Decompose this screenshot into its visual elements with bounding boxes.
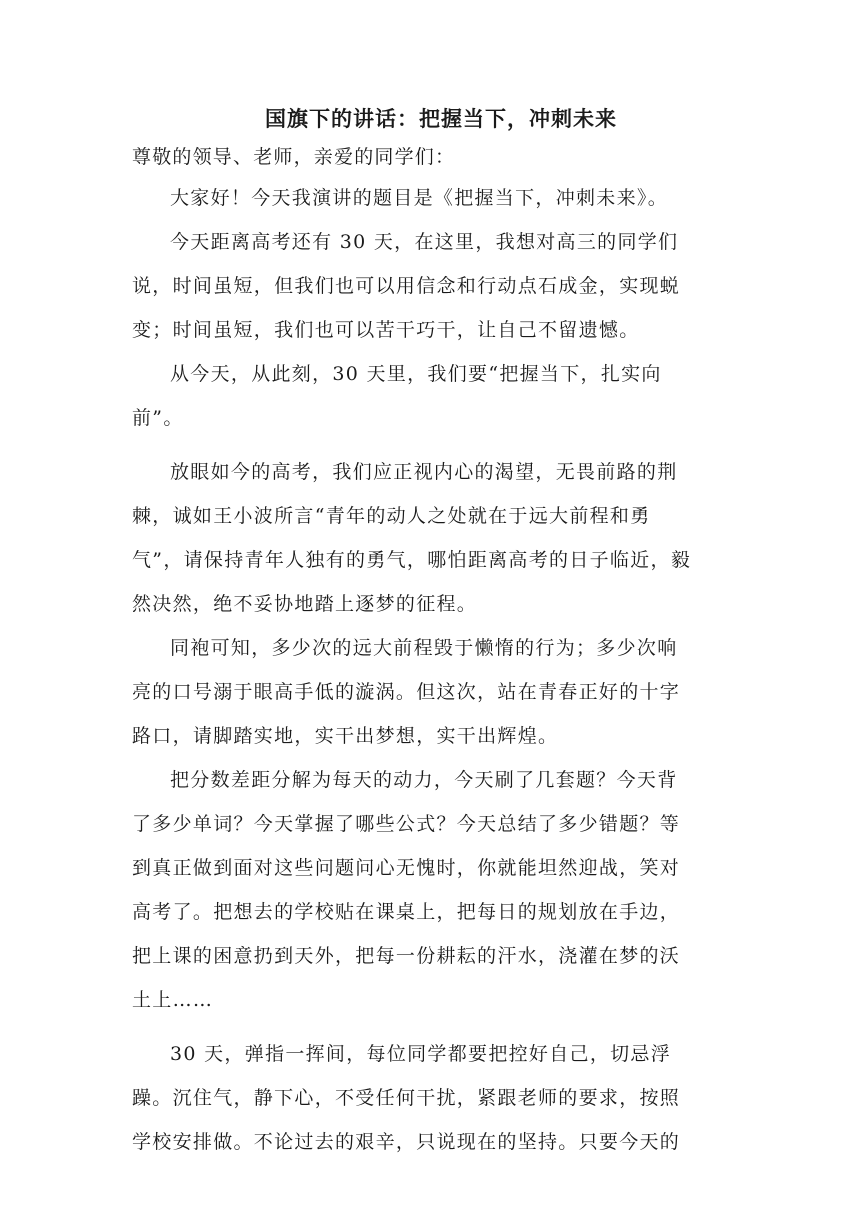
body-paragraph <box>132 220 732 352</box>
paragraph-line: 然决然，绝不妥协地踏上逐梦的征程。 <box>132 593 478 615</box>
salutation: 尊敬的领导、老师，亲爱的同学们： <box>132 146 456 168</box>
paragraph-line: 高考了。把想去的学校贴在课桌上，把每日的规划放在手边， <box>132 901 681 923</box>
paragraph-line: 从今天，从此刻，30 天里，我们要“把握当下，扎实向 <box>170 363 662 385</box>
paragraph-line: 今天距离高考还有 30 天，在这里，我想对高三的同学们 <box>170 231 679 253</box>
paragraph-line: 土上…… <box>132 989 214 1011</box>
paragraph-line: 30 天，弹指一挥间，每位同学都要把控好自己，切忌浮 <box>170 1043 672 1065</box>
paragraph-line: 到真正做到面对这些问题问心无愧时，你就能坦然迎战，笑对 <box>132 857 681 879</box>
paragraph-line: 前”。 <box>132 407 184 429</box>
paragraph-line: 大家好！今天我演讲的题目是《把握当下，冲刺未来》。 <box>170 187 669 209</box>
document-title: 国旗下的讲话：把握当下，冲刺未来 <box>265 106 617 131</box>
paragraph-line: 把上课的困意扔到天外，把每一份耕耘的汗水，浇灌在梦的沃 <box>132 945 681 967</box>
body-paragraph <box>132 1032 732 1164</box>
document-body <box>132 176 732 1164</box>
paragraph-line: 放眼如今的高考，我们应正视内心的渴望，无畏前路的荆 <box>170 461 678 483</box>
paragraph-line: 同袍可知，多少次的远大前程毁于懒惰的行为；多少次响 <box>170 637 678 659</box>
paragraph-line: 亮的口号溺于眼高手低的漩涡。但这次，站在青春正好的十字 <box>132 681 681 703</box>
paragraph-line: 气”，请保持青年人独有的勇气，哪怕距离高考的日子临近，毅 <box>132 549 692 571</box>
body-paragraph <box>132 758 732 1022</box>
paragraph-line: 了多少单词？今天掌握了哪些公式？今天总结了多少错题？等 <box>132 813 681 835</box>
body-paragraph <box>132 176 732 220</box>
body-paragraph <box>132 450 732 626</box>
paragraph-line: 路口，请脚踏实地，实干出梦想，实干出辉煌。 <box>132 725 559 747</box>
body-paragraph <box>132 626 732 758</box>
document-page <box>132 100 732 1164</box>
paragraph-line: 把分数差距分解为每天的动力，今天刷了几套题？今天背 <box>170 769 678 791</box>
body-paragraph <box>132 352 732 440</box>
paragraph-line: 变；时间虽短，我们也可以苦干巧干，让自己不留遗憾。 <box>132 319 640 341</box>
paragraph-line: 学校安排做。不论过去的艰辛，只说现在的坚持。只要今天的 <box>132 1131 681 1153</box>
paragraph-line: 躁。沉住气，静下心，不受任何干扰，紧跟老师的要求，按照 <box>132 1087 681 1109</box>
paragraph-line: 棘，诚如王小波所言“青年的动人之处就在于远大前程和勇 <box>132 505 651 527</box>
paragraph-line: 说，时间虽短，但我们也可以用信念和行动点石成金，实现蜕 <box>132 275 681 297</box>
